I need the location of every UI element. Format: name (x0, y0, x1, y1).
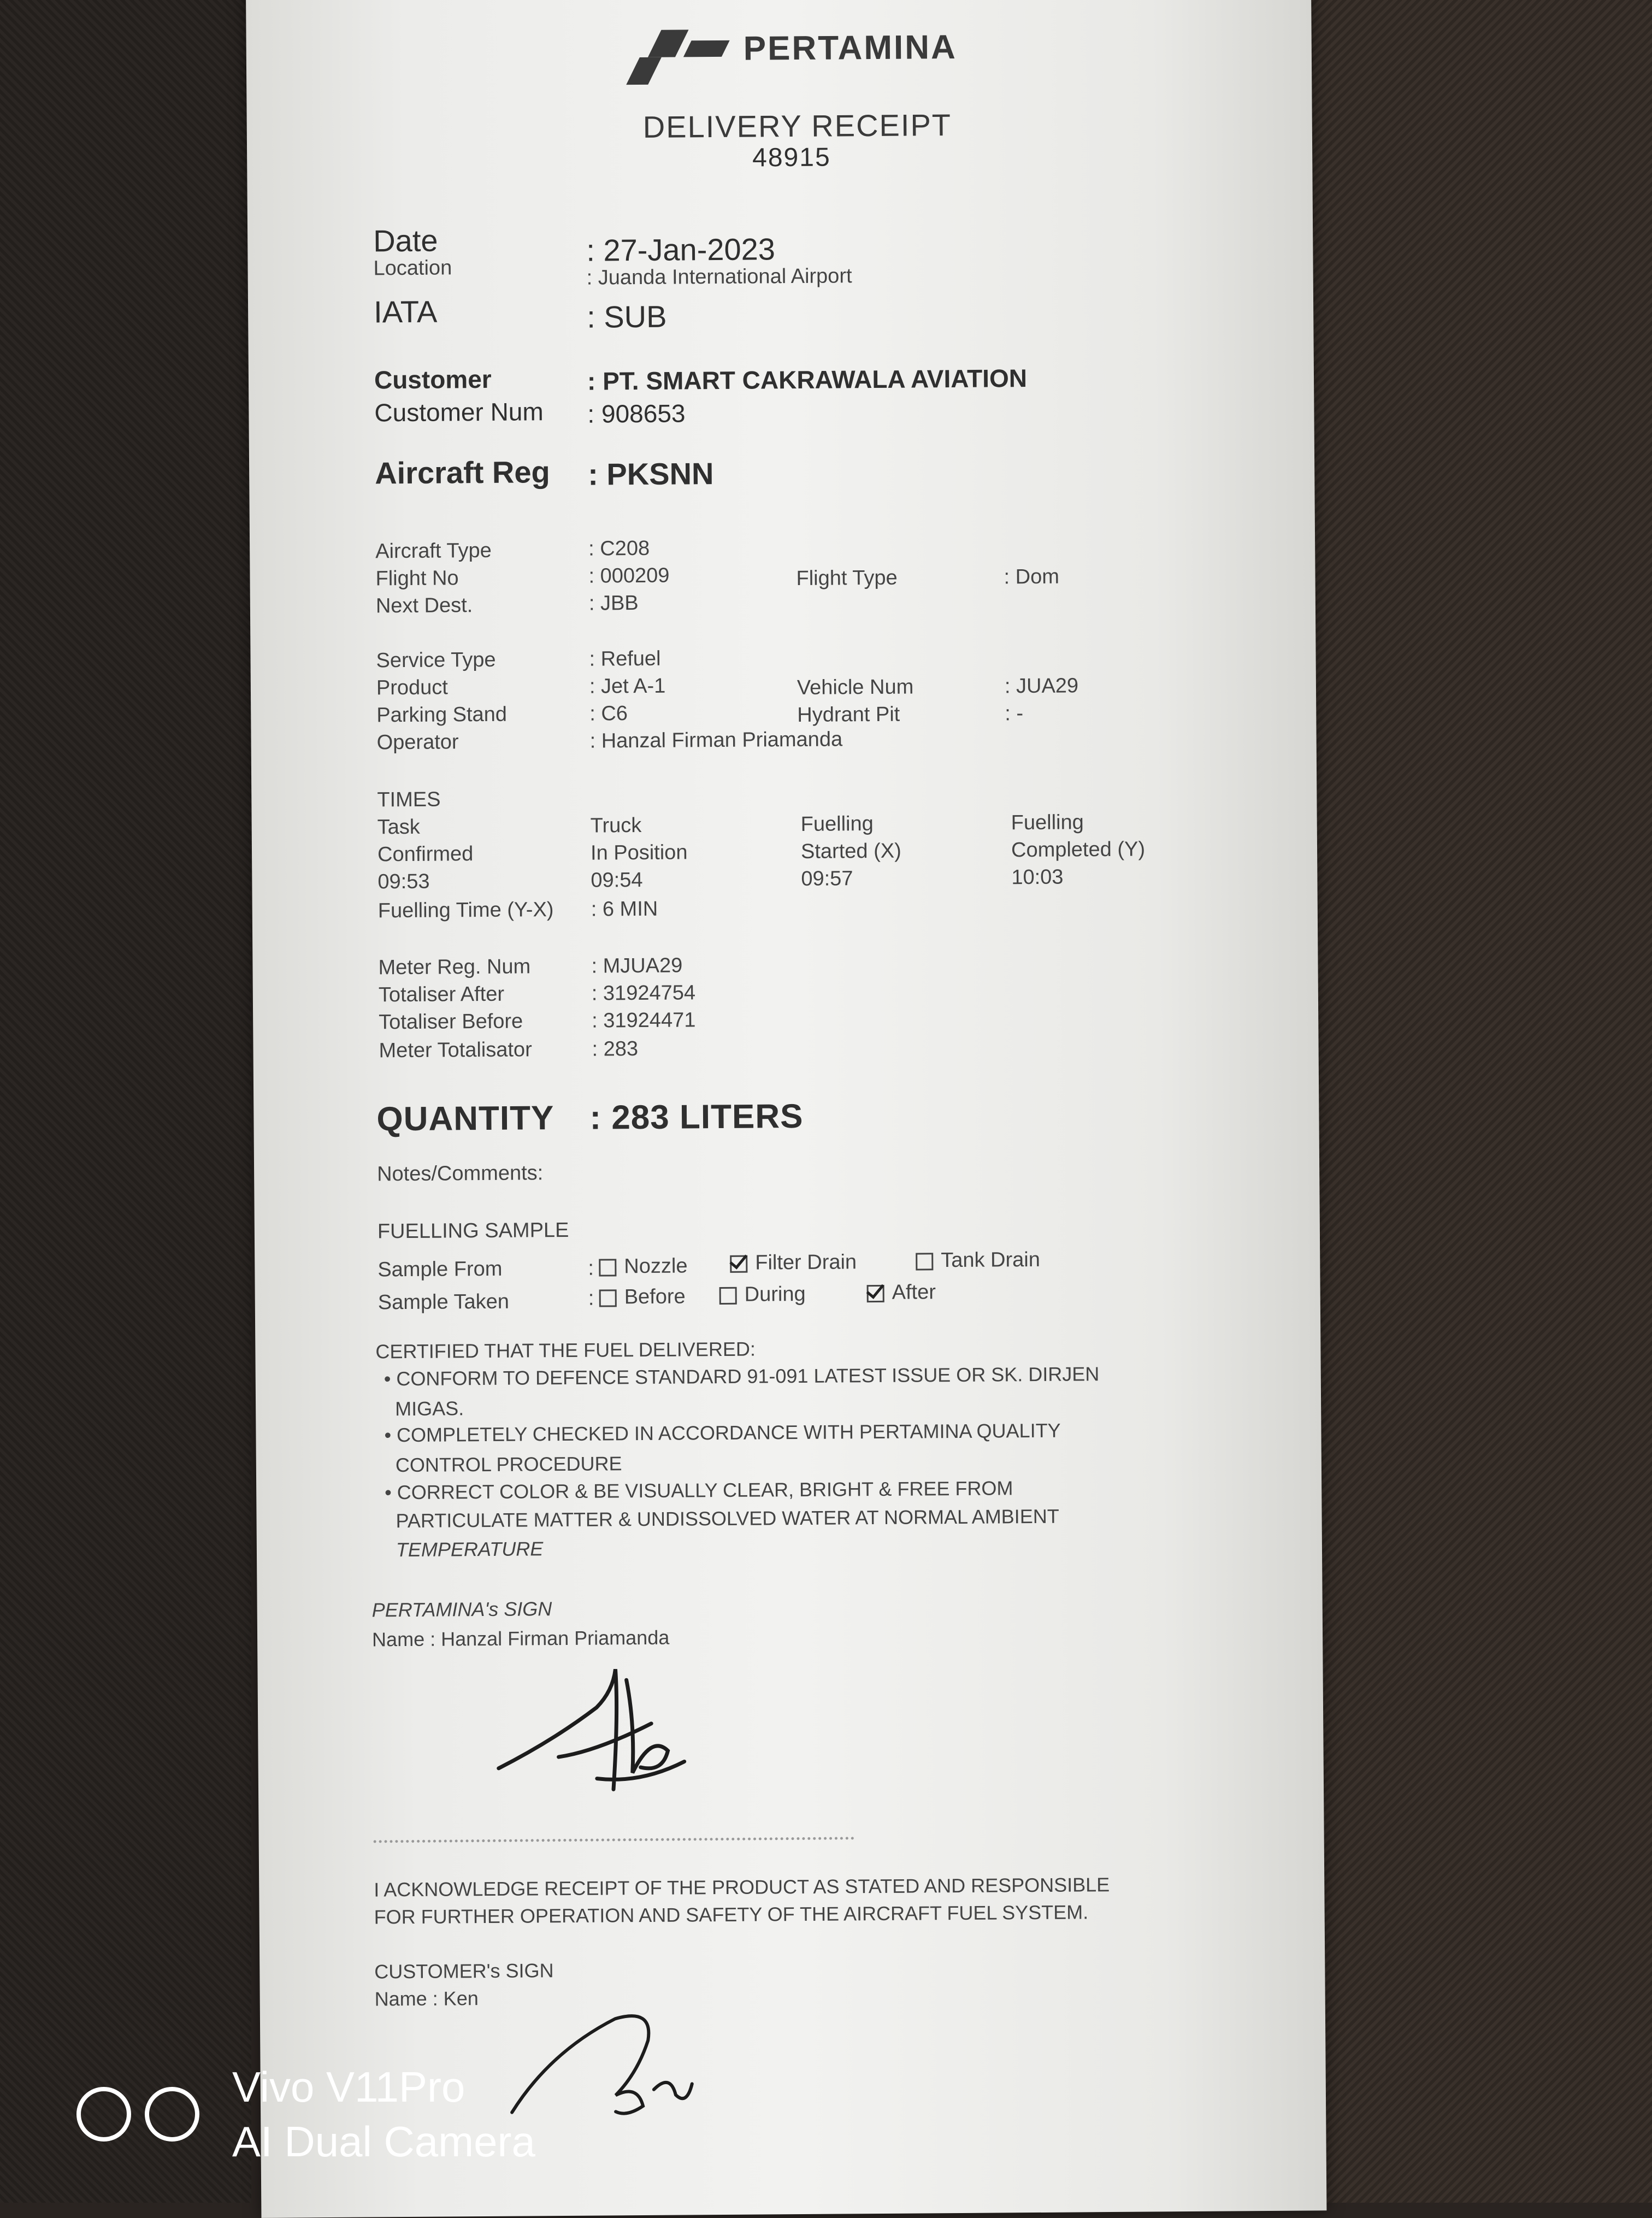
customer-signature-icon (506, 2002, 715, 2145)
certification-bullet-3-line3: TEMPERATURE (396, 1537, 544, 1561)
service-type-label: Service Type (376, 648, 496, 673)
operator-value: : Hanzal Firman Priamanda (589, 728, 843, 753)
delivery-receipt (246, 0, 1326, 2218)
acknowledge-line2: FOR FURTHER OPERATION AND SAFETY OF THE AIRCRAFT FUEL SYSTEM. (374, 1901, 1089, 1928)
truck-position-line2: In Position (590, 841, 688, 865)
receipt-title: DELIVERY RECEIPT (642, 107, 952, 144)
aircraft-type-value: : C208 (588, 536, 650, 561)
meter-reg-value: : MJUA29 (591, 954, 683, 978)
hydrant-pit-label: Hydrant Pit (797, 703, 900, 727)
signature-divider (374, 1837, 854, 1843)
pertamina-sign-name: Name : Hanzal Firman Priamanda (371, 1626, 670, 1651)
fuelling-started-time: 09:57 (801, 867, 853, 890)
sample-taken-during[interactable] (719, 1283, 806, 1307)
totaliser-after-value: : 31924754 (591, 981, 696, 1005)
customer-num-value: : 908653 (587, 399, 686, 428)
certification-bullet-3-line2: PARTICULATE MATTER & UNDISSOLVED WATER AT NORMAL AMBIENT (396, 1505, 1059, 1532)
flight-type-label: Flight Type (796, 566, 898, 590)
product-value: : Jet A-1 (589, 674, 666, 698)
aircraft-reg-value: : PKSNN (587, 456, 714, 492)
background-left (0, 0, 251, 2203)
hydrant-pit-value: : - (1005, 702, 1024, 725)
quantity-value: : 283 LITERS (589, 1097, 804, 1137)
camera-lens-icon-left (76, 2087, 131, 2142)
checkbox-during[interactable] (719, 1287, 737, 1305)
customer-sign-label: CUSTOMER's SIGN (374, 1959, 554, 1983)
flight-type-value: : Dom (1004, 565, 1060, 589)
quantity-label: QUANTITY (376, 1099, 554, 1139)
fuelling-completed-line1: Fuelling (1011, 811, 1084, 835)
vehicle-num-label: Vehicle Num (796, 675, 914, 699)
checkbox-filter-drain[interactable] (730, 1255, 747, 1273)
fuelling-sample-label: FUELLING SAMPLE (377, 1218, 569, 1243)
checkbox-nozzle[interactable] (599, 1259, 616, 1276)
task-confirmed-time: 09:53 (377, 870, 430, 894)
operator-label: Operator (376, 730, 459, 754)
flight-no-value: : 000209 (588, 564, 670, 588)
next-dest-value: : JBB (588, 592, 639, 615)
sample-taken-colon: : (588, 1287, 594, 1310)
totaliser-after-label: Totaliser After (378, 982, 505, 1007)
task-confirmed-line2: Confirmed (377, 842, 474, 866)
nozzle-label: Nozzle (624, 1254, 688, 1278)
aircraft-type-label: Aircraft Type (375, 539, 492, 563)
vehicle-num-value: : JUA29 (1004, 674, 1079, 698)
meter-reg-label: Meter Reg. Num (378, 955, 531, 980)
before-label: Before (624, 1285, 686, 1309)
watermark-line2: AI Dual Camera (232, 2117, 535, 2166)
acknowledge-line1: I ACKNOWLEDGE RECEIPT OF THE PRODUCT AS STATED AND RESPONSIBLE (374, 1873, 1110, 1901)
aircraft-reg-label: Aircraft Reg (374, 455, 550, 491)
next-dest-label: Next Dest. (375, 594, 473, 618)
fuelling-completed-line2: Completed (Y) (1011, 837, 1146, 862)
meter-totalisator-label: Meter Totalisator (379, 1038, 532, 1063)
pertamina-signature-icon (487, 1657, 717, 1801)
background-right (1291, 0, 1652, 2203)
service-type-value: : Refuel (589, 647, 661, 671)
certification-bullet-3-line1: • CORRECT COLOR & BE VISUALLY CLEAR, BRIGHT & FREE FROM (385, 1477, 1013, 1504)
iata-value: : SUB (586, 299, 667, 334)
truck-position-time: 09:54 (591, 868, 643, 892)
customer-value: : PT. SMART CAKRAWALA AVIATION (587, 364, 1028, 396)
fuelling-started-line1: Fuelling (800, 812, 874, 836)
customer-num-label: Customer Num (374, 397, 544, 427)
certification-bullet-1-line2: MIGAS. (395, 1397, 464, 1420)
checkbox-after[interactable] (867, 1285, 884, 1302)
sample-from-tank-drain[interactable] (916, 1248, 1040, 1273)
iata-label: IATA (373, 294, 438, 329)
sample-taken-after[interactable] (867, 1281, 936, 1305)
fuelling-started-line2: Started (X) (800, 839, 901, 863)
tank-drain-label: Tank Drain (941, 1248, 1041, 1272)
during-label: During (744, 1282, 806, 1306)
date-value: : 27-Jan-2023 (586, 232, 776, 268)
flight-no-label: Flight No (375, 567, 459, 591)
certification-bullet-2-line1: • COMPLETELY CHECKED IN ACCORDANCE WITH PERTAMINA QUALITY (384, 1419, 1061, 1447)
product-label: Product (376, 676, 449, 700)
certification-heading: CERTIFIED THAT THE FUEL DELIVERED: (375, 1337, 756, 1363)
parking-stand-value: : C6 (589, 702, 628, 725)
brand-name: PERTAMINA (743, 28, 957, 68)
camera-lens-icon-right (145, 2087, 199, 2142)
sample-taken-label: Sample Taken (377, 1290, 510, 1314)
customer-label: Customer (374, 364, 492, 394)
checkbox-tank-drain[interactable] (916, 1253, 933, 1270)
task-confirmed-line1: Task (377, 815, 421, 839)
sample-taken-before[interactable] (599, 1285, 686, 1309)
customer-sign-name: Name : Ken (374, 1987, 479, 2010)
fuelling-time-label: Fuelling Time (Y-X) (377, 898, 554, 923)
pertamina-logo-icon (623, 24, 733, 90)
sample-from-label: Sample From (377, 1257, 503, 1282)
sample-from-nozzle[interactable] (599, 1254, 687, 1278)
fuelling-completed-time: 10:03 (1011, 865, 1064, 889)
parking-stand-label: Parking Stand (376, 703, 508, 727)
certification-bullet-1-line1: • CONFORM TO DEFENCE STANDARD 91-091 LATEST ISSUE OR SK. DIRJEN (384, 1362, 1100, 1390)
after-label: After (892, 1281, 936, 1304)
fuelling-time-value: : 6 MIN (591, 897, 658, 921)
date-label: Date (373, 223, 438, 258)
receipt-number: 48915 (752, 143, 831, 173)
certification-bullet-2-line2: CONTROL PROCEDURE (395, 1452, 622, 1477)
pertamina-sign-label: PERTAMINA's SIGN (371, 1597, 552, 1621)
watermark-line1: Vivo V11Pro (232, 2063, 465, 2111)
sample-from-filter-drain[interactable] (730, 1250, 857, 1275)
meter-totalisator-value: : 283 (592, 1037, 639, 1061)
checkbox-before[interactable] (599, 1289, 617, 1307)
location-label: Location (373, 256, 452, 280)
sample-from-colon: : (588, 1257, 594, 1280)
totaliser-before-label: Totaliser Before (379, 1010, 523, 1034)
notes-label: Notes/Comments: (377, 1161, 544, 1186)
times-label: TIMES (377, 788, 441, 812)
location-value: : Juanda International Airport (586, 264, 852, 290)
truck-position-line1: Truck (590, 813, 642, 837)
filter-drain-label: Filter Drain (755, 1250, 857, 1275)
totaliser-before-value: : 31924471 (592, 1008, 696, 1033)
